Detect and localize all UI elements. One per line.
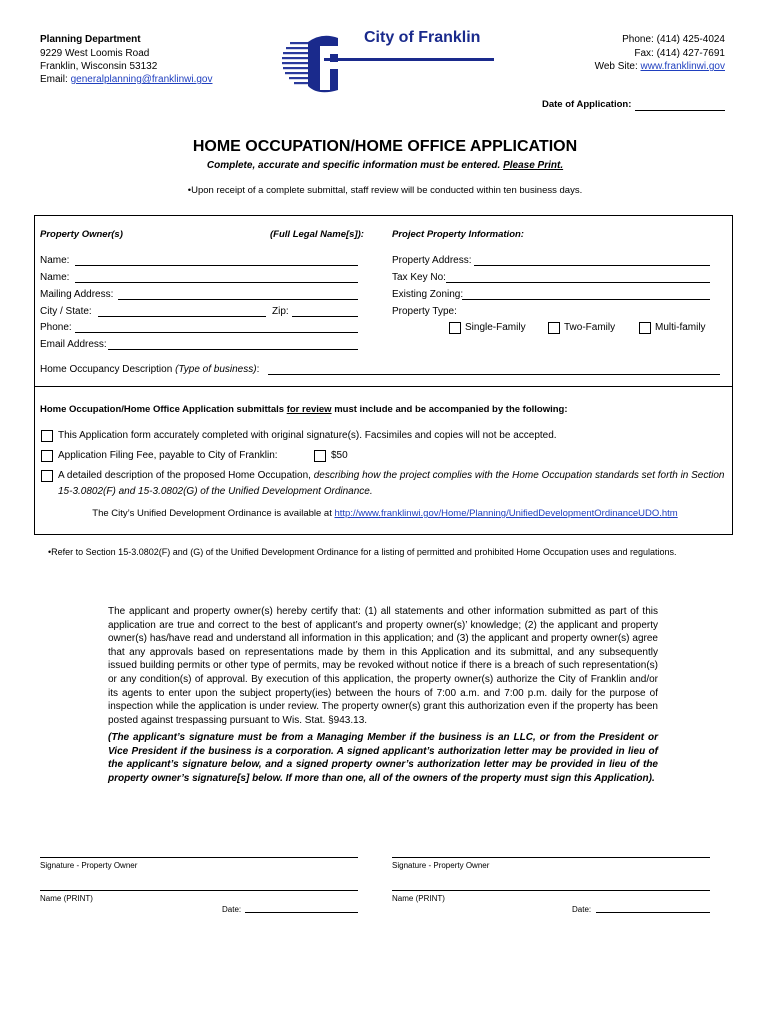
property-heading: Project Property Information: — [392, 229, 524, 240]
owner-name-2-field[interactable] — [75, 282, 358, 283]
single-family-checkbox[interactable] — [449, 322, 461, 334]
fax-line: Fax: (414) 427-7691 — [634, 48, 725, 59]
single-family-label: Single-Family — [465, 322, 526, 333]
form-subtitle: Complete, accurate and specific information must be entered. Please Print. — [206, 160, 564, 171]
signature-note: (The applicant’s signature must be from a Managing Member if the business is an LLC, or from the President or Vice President if the business is a corporation. A signed applicant’s authorization letter may be provided in lieu of the applicant’s signature below, and a signed property owner’s authorization letter may be provided in lieu of the property owner’s signature[s] below. If more than one, all of the owners of the property must sign this Application). — [108, 732, 658, 784]
owner-heading-note: (Full Legal Name[s]): — [270, 229, 364, 240]
email-link[interactable]: generalplanning@franklinwi.gov — [70, 74, 213, 85]
name-print-left-label: Name (PRINT) — [40, 894, 93, 903]
owner-signature-left-field[interactable] — [40, 857, 358, 858]
address-line-2: Franklin, Wisconsin 53132 — [40, 61, 158, 72]
date-right-label: Date: — [572, 905, 592, 914]
website-link[interactable]: www.franklinwi.gov — [640, 61, 725, 72]
date-of-application-field[interactable] — [635, 110, 725, 111]
website-line: Web Site: www.franklinwi.gov — [594, 61, 725, 72]
occupancy-label: Home Occupancy Description (Type of business): — [40, 364, 260, 375]
owner-email-field[interactable] — [108, 349, 358, 350]
phone-line: Phone: (414) 425-4024 — [622, 34, 725, 45]
name-print-right-field[interactable] — [392, 890, 710, 891]
application-form-checkbox[interactable] — [41, 430, 53, 442]
zip-label: Zip: — [272, 306, 289, 317]
date-left-label: Date: — [222, 905, 242, 914]
city-state-label: City / State: — [40, 306, 92, 317]
mailing-address-label: Mailing Address: — [40, 289, 114, 300]
property-address-field[interactable] — [474, 265, 710, 266]
udo-availability: The City’s Unified Development Ordinance is available at http://www.franklinwi.gov/Home/Planning/UnifiedDevelopmentOrdinanceUDO.htm — [92, 508, 678, 519]
existing-zoning-field[interactable] — [462, 299, 710, 300]
city-state-field[interactable] — [98, 316, 266, 317]
owner-phone-field[interactable] — [75, 332, 358, 333]
name-print-left-field[interactable] — [40, 890, 358, 891]
zip-field[interactable] — [292, 316, 358, 317]
owner-name-1-field[interactable] — [75, 265, 358, 266]
mailing-address-field[interactable] — [118, 299, 358, 300]
owner-name-2-label: Name: — [40, 272, 70, 283]
property-address-label: Property Address: — [392, 255, 472, 266]
application-form-item: This Application form accurately completed with original signature(s). Facsimiles and copies will not be accepted. — [58, 430, 557, 441]
description-checkbox[interactable] — [41, 470, 53, 482]
date-of-application-label: Date of Application: — [542, 99, 632, 110]
city-logo — [272, 24, 496, 96]
tax-key-field[interactable] — [446, 282, 710, 283]
date-right-field[interactable] — [596, 912, 710, 913]
owner-name-1-label: Name: — [40, 255, 70, 266]
fee-amount: $50 — [331, 450, 348, 461]
fee-amount-checkbox[interactable] — [314, 450, 326, 462]
owner-email-label: Email Address: — [40, 339, 107, 350]
submittals-heading: Home Occupation/Home Office Application submittals for review must include and be accompanied by the following: — [40, 404, 568, 415]
email-line: Email: generalplanning@franklinwi.gov — [40, 74, 213, 85]
two-family-label: Two-Family — [564, 322, 616, 333]
property-type-label: Property Type: — [392, 306, 457, 317]
certification-paragraph: The applicant and property owner(s) hereby certify that: (1) all statements and other information submitted as part of this application are true and correct to the best of applicant’s and property owner(s)’ knowledge; (2) the applicant and property owner(s) has/have read and understand all information in this application; and (3) the applicant and property owner(s) agree that any approvals based on representations made by them in this Application and its submittal, and any subsequently issued building permits or other type of permits, may be revoked without notice if there is a breach of such representation(s) or any condition(s) of approval. By execution of this application, the property owner(s) authorize the City of Franklin and/or its agents to enter upon the subject property(ies) between the hours of 7:00 a.m. and 7:00 p.m. daily for the purpose of inspection while the application is under review. The property owner(s) grant this authorization even if the property has been posted against trespassing pursuant to Wis. Stat. §943.13. — [108, 606, 658, 726]
logo-text: City of Franklin — [364, 29, 481, 46]
owner-signature-right-label: Signature - Property Owner — [392, 861, 490, 870]
date-left-field[interactable] — [245, 912, 358, 913]
owner-signature-left-label: Signature - Property Owner — [40, 861, 138, 870]
section-divider — [34, 386, 733, 387]
udo-link[interactable]: http://www.franklinwi.gov/Home/Planning/UnifiedDevelopmentOrdinanceUDO.htm — [334, 508, 678, 519]
department-name: Planning Department — [40, 34, 141, 45]
owner-phone-label: Phone: — [40, 322, 72, 333]
description-item: A detailed description of the proposed Home Occupation, describing how the project complies with the Home Occupation standards set forth in Section — [58, 470, 725, 481]
owner-signature-right-field[interactable] — [392, 857, 710, 858]
description-item-cont: 15-3.0802(F) and 15-3.0802(G) of the Unified Development Ordinance. — [58, 486, 373, 497]
review-notice: •Upon receipt of a complete submittal, staff review will be conducted within ten business days. — [187, 185, 583, 196]
address-line-1: 9229 West Loomis Road — [40, 48, 150, 59]
multi-family-checkbox[interactable] — [639, 322, 651, 334]
refer-note: •Refer to Section 15-3.0802(F) and (G) of the Unified Development Ordinance for a listing of permitted and prohibited Home Occupation uses and regulations. — [48, 547, 677, 557]
multi-family-label: Multi-family — [655, 322, 706, 333]
filing-fee-checkbox[interactable] — [41, 450, 53, 462]
tax-key-label: Tax Key No: — [392, 272, 446, 283]
occupancy-description-field[interactable] — [268, 374, 720, 375]
two-family-checkbox[interactable] — [548, 322, 560, 334]
filing-fee-item: Application Filing Fee, payable to City of Franklin: — [58, 450, 278, 461]
form-title: HOME OCCUPATION/HOME OFFICE APPLICATION — [192, 138, 578, 155]
name-print-right-label: Name (PRINT) — [392, 894, 445, 903]
owner-heading: Property Owner(s) — [40, 229, 123, 240]
existing-zoning-label: Existing Zoning: — [392, 289, 464, 300]
